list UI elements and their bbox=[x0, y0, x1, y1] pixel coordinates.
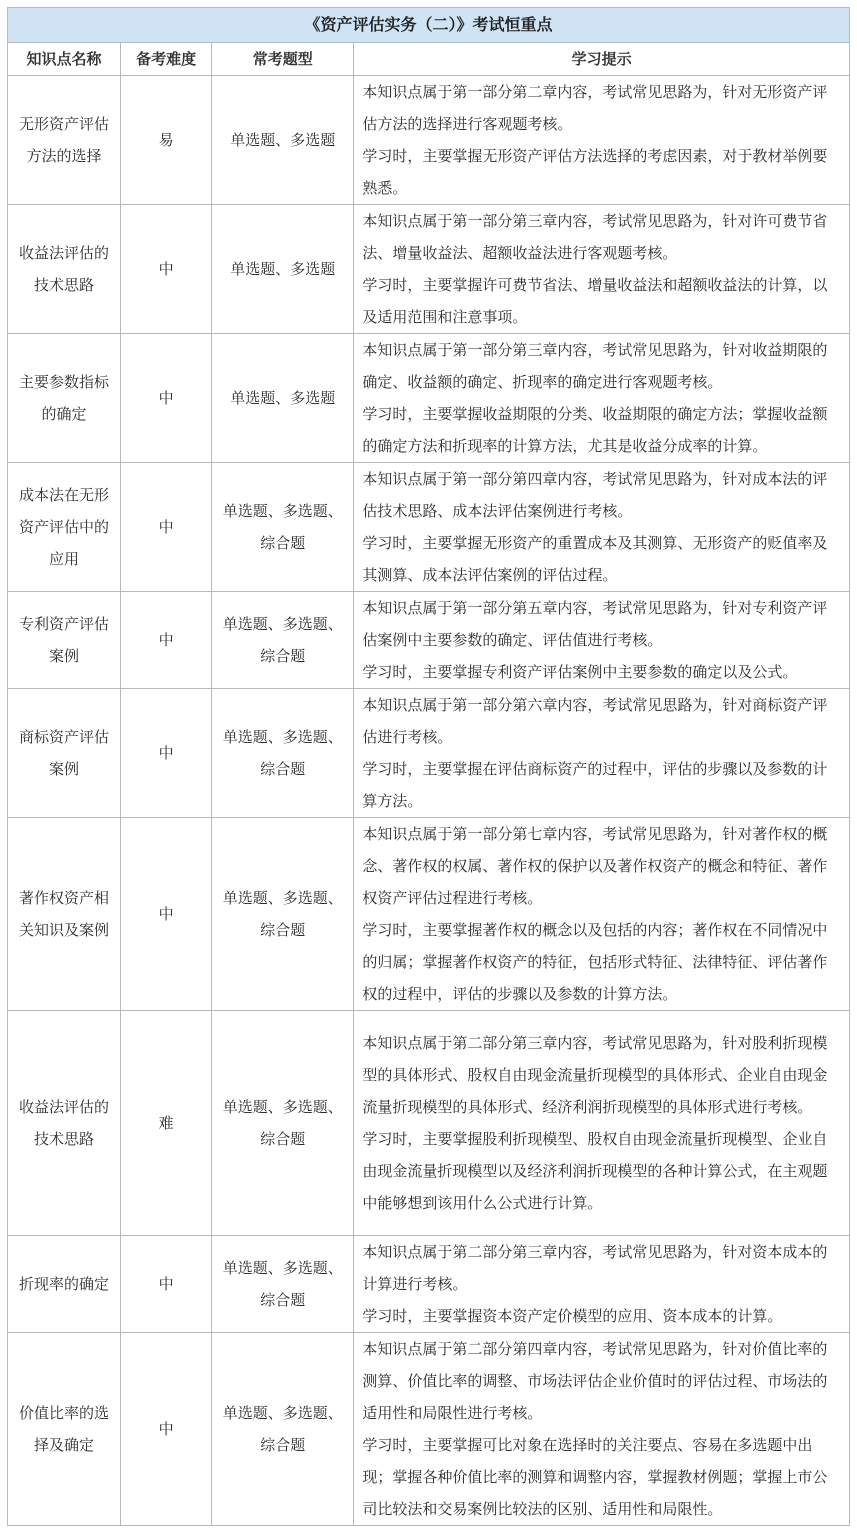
tip-paragraph: 学习时，主要掌握可比对象在选择时的关注要点、容易在多选题中出现；掌握各种价值比率的测算和调整内容，掌握教材例题；掌握上市公司比较法和交易案例比较法的区别、适用性和局限性。 bbox=[362, 1436, 828, 1518]
cell-name: 主要参数指标的确定 bbox=[8, 334, 121, 463]
tip-paragraph: 学习时，主要掌握许可费节省法、增量收益法和超额收益法的计算，以及适用范围和注意事项。 bbox=[362, 276, 828, 326]
tip-paragraph: 本知识点属于第一部分第五章内容，考试常见思路为，针对专利资产评估案例中主要参数的确定、评估值进行考核。 bbox=[362, 599, 828, 649]
cell-difficulty: 中 bbox=[121, 1333, 212, 1526]
cell-name: 收益法评估的技术思路 bbox=[8, 205, 121, 334]
cell-difficulty: 中 bbox=[121, 1236, 212, 1333]
cell-types: 单选题、多选题、综合题 bbox=[212, 1011, 354, 1236]
cell-name: 折现率的确定 bbox=[8, 1236, 121, 1333]
cell-name: 专利资产评估案例 bbox=[8, 592, 121, 689]
header-difficulty: 备考难度 bbox=[121, 43, 212, 76]
cell-difficulty: 中 bbox=[121, 818, 212, 1011]
cell-types: 单选题、多选题、综合题 bbox=[212, 1333, 354, 1526]
table-header-row bbox=[8, 43, 850, 76]
table-row bbox=[8, 592, 850, 689]
tip-paragraph: 本知识点属于第一部分第七章内容，考试常见思路为，针对著作权的概念、著作权的权属、著作权的保护以及著作权资产的概念和特征、著作权资产评估过程进行考核。 bbox=[362, 825, 828, 907]
cell-tips bbox=[354, 205, 850, 334]
table-row bbox=[8, 689, 850, 818]
tip-paragraph: 学习时，主要掌握股利折现模型、股权自由现金流量折现模型、企业自由现金流量折现模型以及经济利润折现模型的各种计算公式，在主观题中能够想到该用什么公式进行计算。 bbox=[362, 1130, 828, 1212]
tip-paragraph: 学习时，主要掌握在评估商标资产的过程中，评估的步骤以及参数的计算方法。 bbox=[362, 760, 828, 810]
table-row bbox=[8, 205, 850, 334]
cell-difficulty: 中 bbox=[121, 592, 212, 689]
cell-difficulty: 难 bbox=[121, 1011, 212, 1236]
tip-paragraph: 学习时，主要掌握收益期限的分类、收益期限的确定方法；掌握收益额的确定方法和折现率的计算方法，尤其是收益分成率的计算。 bbox=[362, 405, 828, 455]
cell-types: 单选题、多选题、综合题 bbox=[212, 463, 354, 592]
cell-difficulty: 中 bbox=[121, 463, 212, 592]
header-types: 常考题型 bbox=[212, 43, 354, 76]
cell-tips bbox=[354, 818, 850, 1011]
table-row bbox=[8, 818, 850, 1011]
tip-paragraph: 本知识点属于第一部分第三章内容，考试常见思路为，针对许可费节省法、增量收益法、超额收益法进行客观题考核。 bbox=[362, 212, 828, 262]
cell-types: 单选题、多选题 bbox=[212, 334, 354, 463]
cell-tips bbox=[354, 334, 850, 463]
cell-name: 著作权资产相关知识及案例 bbox=[8, 818, 121, 1011]
tip-paragraph: 本知识点属于第一部分第四章内容，考试常见思路为，针对成本法的评估技术思路、成本法评估案例进行考核。 bbox=[362, 470, 828, 520]
cell-name: 无形资产评估方法的选择 bbox=[8, 76, 121, 205]
tip-paragraph: 本知识点属于第一部分第二章内容，考试常见思路为，针对无形资产评估方法的选择进行客观题考核。 bbox=[362, 83, 828, 133]
cell-tips bbox=[354, 463, 850, 592]
cell-tips bbox=[354, 689, 850, 818]
table-title-row bbox=[8, 8, 850, 43]
cell-types: 单选题、多选题、综合题 bbox=[212, 689, 354, 818]
cell-tips bbox=[354, 1333, 850, 1526]
cell-name: 成本法在无形资产评估中的应用 bbox=[8, 463, 121, 592]
tip-paragraph: 本知识点属于第二部分第四章内容，考试常见思路为，针对价值比率的测算、价值比率的调整、市场法评估企业价值时的评估过程、市场法的适用性和局限性进行考核。 bbox=[362, 1340, 828, 1422]
tip-paragraph: 学习时，主要掌握无形资产的重置成本及其测算、无形资产的贬值率及其测算、成本法评估案例的评估过程。 bbox=[362, 534, 828, 584]
cell-types: 单选题、多选题、综合题 bbox=[212, 592, 354, 689]
table-row bbox=[8, 1011, 850, 1236]
tip-paragraph: 本知识点属于第二部分第三章内容，考试常见思路为，针对股利折现模型的具体形式、股权自由现金流量折现模型的具体形式、企业自由现金流量折现模型的具体形式、经济利润折现模型的具体形式进行考核。 bbox=[362, 1034, 828, 1116]
table-row bbox=[8, 463, 850, 592]
table-row bbox=[8, 1236, 850, 1333]
cell-tips bbox=[354, 76, 850, 205]
key-points-table bbox=[7, 7, 850, 1526]
cell-difficulty: 中 bbox=[121, 205, 212, 334]
cell-name: 价值比率的选择及确定 bbox=[8, 1333, 121, 1526]
cell-tips bbox=[354, 1236, 850, 1333]
table-row bbox=[8, 76, 850, 205]
cell-tips bbox=[354, 1011, 850, 1236]
tip-paragraph: 学习时，主要掌握资本资产定价模型的应用、资本成本的计算。 bbox=[362, 1307, 783, 1325]
tip-paragraph: 本知识点属于第二部分第三章内容，考试常见思路为，针对资本成本的计算进行考核。 bbox=[362, 1243, 828, 1293]
table-row bbox=[8, 334, 850, 463]
cell-difficulty: 中 bbox=[121, 334, 212, 463]
tip-paragraph: 本知识点属于第一部分第六章内容，考试常见思路为，针对商标资产评估进行考核。 bbox=[362, 696, 828, 746]
cell-types: 单选题、多选题 bbox=[212, 76, 354, 205]
cell-name: 收益法评估的技术思路 bbox=[8, 1011, 121, 1236]
cell-types: 单选题、多选题、综合题 bbox=[212, 818, 354, 1011]
cell-types: 单选题、多选题 bbox=[212, 205, 354, 334]
tip-paragraph: 本知识点属于第一部分第三章内容，考试常见思路为，针对收益期限的确定、收益额的确定、折现率的确定进行客观题考核。 bbox=[362, 341, 828, 391]
cell-name: 商标资产评估案例 bbox=[8, 689, 121, 818]
table-title: 《资产评估实务（二）》考试恒重点 bbox=[8, 8, 850, 43]
table-row bbox=[8, 1333, 850, 1526]
tip-paragraph: 学习时，主要掌握专利资产评估案例中主要参数的确定以及公式。 bbox=[362, 663, 798, 681]
cell-difficulty: 中 bbox=[121, 689, 212, 818]
tip-paragraph: 学习时，主要掌握著作权的概念以及包括的内容；著作权在不同情况中的归属；掌握著作权资产的特征，包括形式特征、法律特征、评估著作权的过程中，评估的步骤以及参数的计算方法。 bbox=[362, 921, 828, 1003]
cell-difficulty: 易 bbox=[121, 76, 212, 205]
header-tips: 学习提示 bbox=[354, 43, 850, 76]
header-name: 知识点名称 bbox=[8, 43, 121, 76]
cell-types: 单选题、多选题、综合题 bbox=[212, 1236, 354, 1333]
tip-paragraph: 学习时，主要掌握无形资产评估方法选择的考虑因素，对于教材举例要熟悉。 bbox=[362, 147, 828, 197]
cell-tips bbox=[354, 592, 850, 689]
